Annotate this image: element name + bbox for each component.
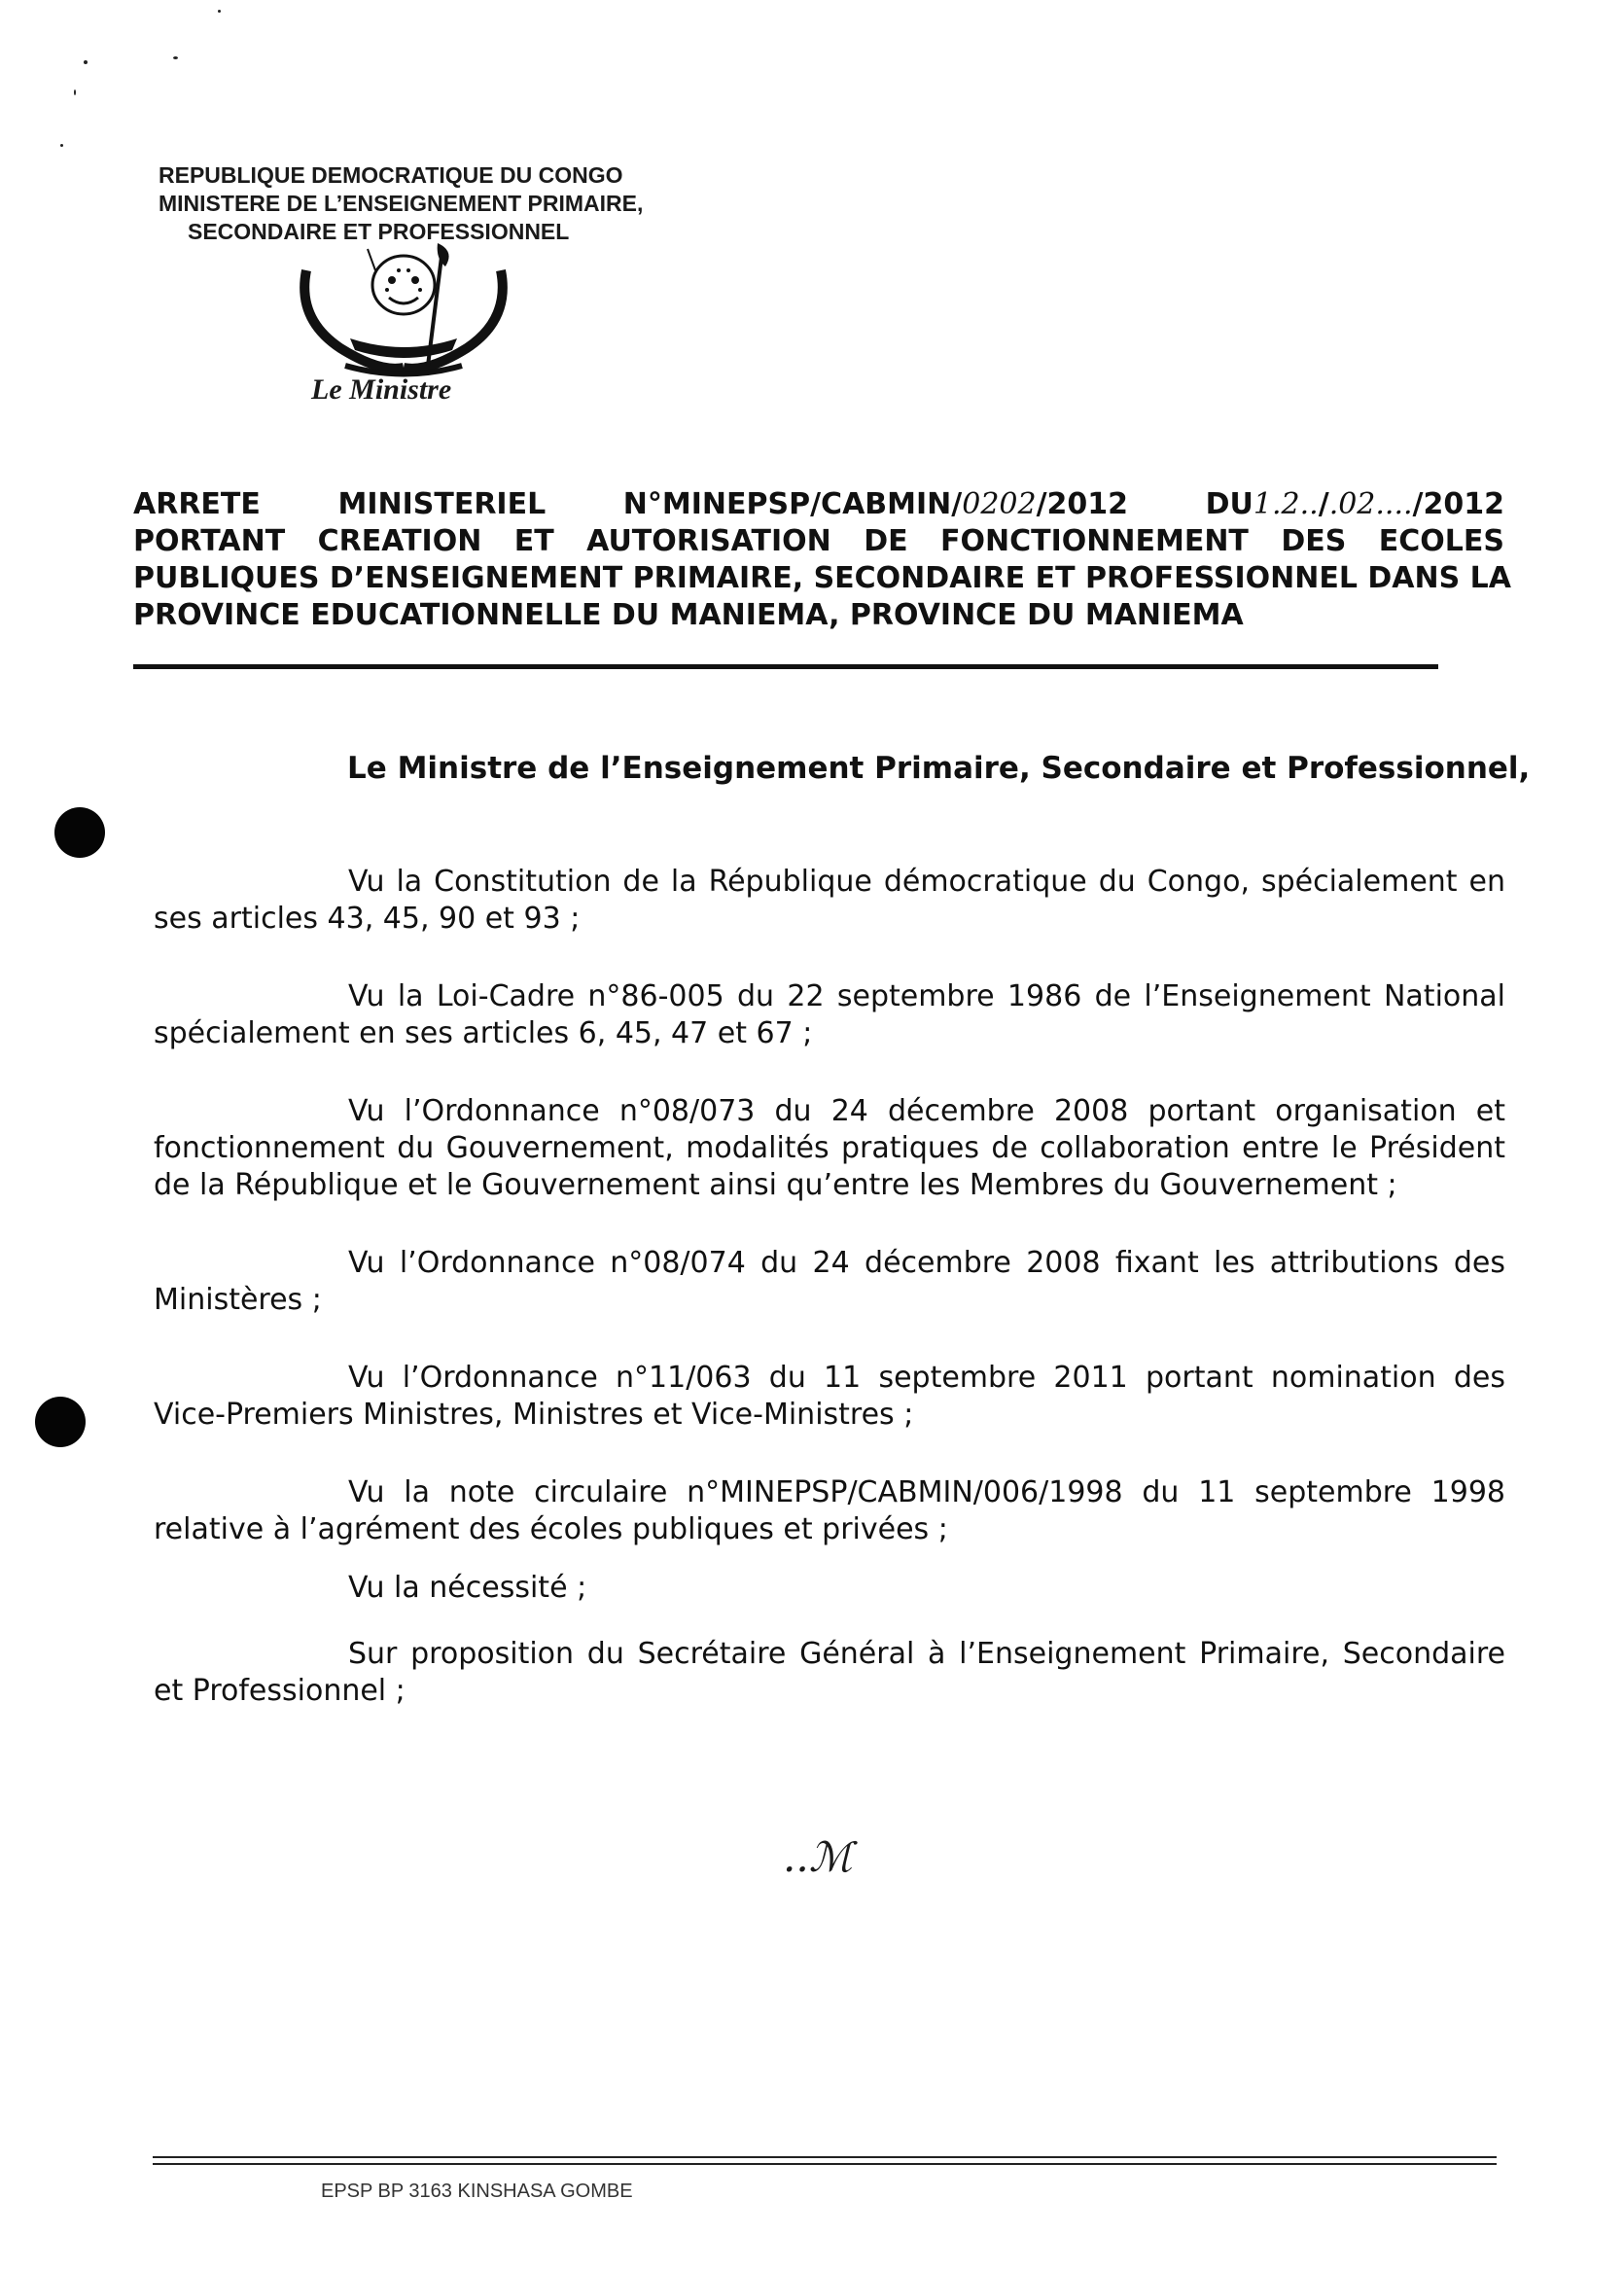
arrete-number-handwritten: 0202	[962, 487, 1037, 521]
considerant-paragraph: Vu l’Ordonnance n°11/063 du 11 septembre 2011 portant nomination des Vice-Premiers Ministres, Ministres et Vice-Ministres ;	[154, 1361, 1505, 1432]
footer-divider	[153, 2156, 1497, 2158]
letterhead-country: REPUBLIQUE DEMOCRATIQUE DU CONGO	[159, 162, 623, 188]
arrete-date-sep: /	[1318, 487, 1329, 521]
handwritten-initials: ..ℳ	[783, 1833, 853, 1881]
punch-hole	[54, 807, 105, 858]
coat-of-arms-icon	[292, 241, 515, 387]
minister-title: Le Ministre de l’Enseignement Primaire, Secondaire et Professionnel,	[347, 751, 1531, 786]
scan-speck	[60, 144, 63, 147]
heading-divider	[133, 664, 1438, 669]
scan-speck	[74, 89, 76, 95]
arrete-date-year: /2012	[1412, 487, 1504, 521]
arrete-du-label: DU	[1205, 487, 1253, 521]
considerant-paragraph: Vu la nécessité ;	[348, 1571, 587, 1605]
letterhead-ministry-cont: SECONDAIRE ET PROFESSIONNEL	[188, 219, 570, 244]
arrete-subject-line: PROVINCE EDUCATIONNELLE DU MANIEMA, PROVINCE DU MANIEMA	[133, 598, 1244, 632]
punch-hole	[35, 1397, 86, 1447]
letterhead	[159, 161, 643, 246]
considerant-paragraph: Vu la note circulaire n°MINEPSP/CABMIN/006/1998 du 11 septembre 1998 relative à l’agrément des écoles publiques et privées ;	[154, 1475, 1505, 1546]
footer-divider	[153, 2163, 1497, 2165]
considerant-paragraph: Vu l’Ordonnance n°08/073 du 24 décembre 2008 portant organisation et fonctionnement du Gouvernement, modalités pratiques de collaboration entre le Président de la République et le Gouvernement ainsi qu’entre les Membres du Gouvernement ;	[154, 1094, 1505, 1202]
arrete-year: /2012	[1036, 487, 1129, 521]
considerant-paragraph: Vu la Constitution de la République démocratique du Congo, spécialement en ses articles 43, 45, 90 et 93 ;	[154, 865, 1505, 936]
arrete-subject-line: PORTANT CREATION ET AUTORISATION DE FONCTIONNEMENT DES ECOLES	[133, 524, 1504, 558]
considerant-paragraph: Vu la Loi-Cadre n°86-005 du 22 septembre 1986 de l’Enseignement National spécialement en ses articles 6, 45, 47 et 67 ;	[154, 979, 1505, 1050]
scan-speck	[218, 10, 221, 13]
considerant-paragraph: Sur proposition du Secrétaire Général à l’Enseignement Primaire, Secondaire et Professionnel ;	[154, 1637, 1505, 1708]
arrete-number-line	[133, 486, 1504, 523]
signature-title: Le Ministre	[311, 373, 452, 406]
scan-speck	[84, 60, 88, 64]
letterhead-ministry: MINISTERE DE L’ENSEIGNEMENT PRIMAIRE,	[159, 191, 644, 216]
arrete-subject-line: PUBLIQUES D’ENSEIGNEMENT PRIMAIRE, SECONDAIRE ET PROFESSIONNEL DANS LA	[133, 561, 1512, 595]
document-body	[154, 864, 1505, 1751]
arrete-date-month: .02....	[1328, 487, 1413, 521]
arrete-heading	[133, 486, 1512, 634]
scan-speck	[173, 56, 178, 59]
considerant-paragraph: Vu l’Ordonnance n°08/074 du 24 décembre 2008 fixant les attributions des Ministères ;	[154, 1246, 1505, 1317]
arrete-label: ARRETE MINISTERIEL N°MINEPSP/CABMIN/	[133, 487, 963, 521]
footer-address: EPSP BP 3163 KINSHASA GOMBE	[321, 2181, 633, 2202]
arrete-date-day: 1.2..	[1253, 487, 1319, 521]
